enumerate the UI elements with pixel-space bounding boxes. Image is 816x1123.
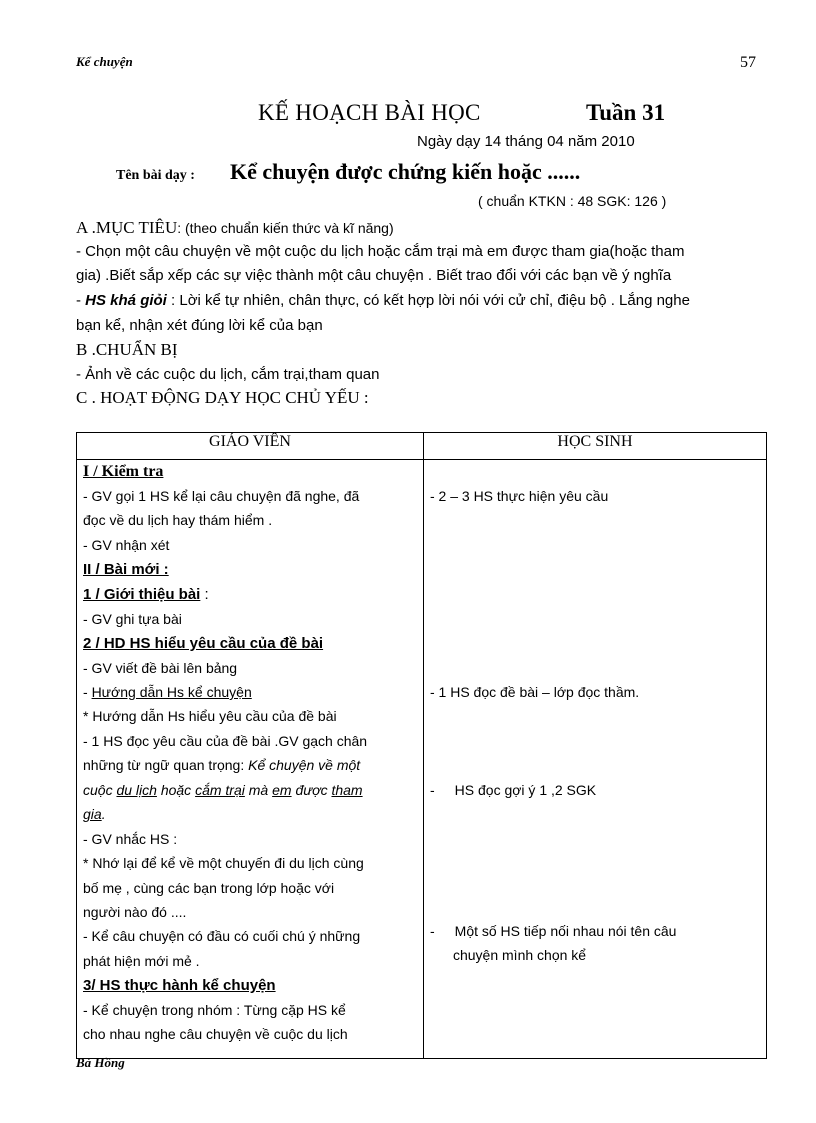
footer-author: Bá Hồng xyxy=(76,1055,125,1070)
teacher-line-12: - 1 HS đọc yêu cầu của đề bài .GV gạch chân xyxy=(83,733,368,749)
teacher-line-8: 2 / HD HS hiểu yêu cầu của đề bài xyxy=(83,635,324,652)
teacher-line-16: - GV nhắc HS : xyxy=(83,831,178,847)
student-line-3 xyxy=(430,782,596,798)
keywords-italic: Kể chuyện về một xyxy=(248,757,361,773)
kw-du-lich: du lịch xyxy=(116,782,157,798)
guide-dash: - xyxy=(83,684,92,700)
teacher-line-19: người nào đó .... xyxy=(83,904,187,920)
teacher-line-17: * Nhớ lại để kể về một chuyến đi du lịch cùng xyxy=(83,855,364,871)
student-text-3: HS đọc gợi ý 1 ,2 SGK xyxy=(454,782,597,798)
student-column-header: HỌC SINH xyxy=(423,433,766,460)
teaching-date: Ngày dạy 14 tháng 04 năm 2010 xyxy=(417,133,635,150)
table-header-row xyxy=(77,433,767,460)
student-line-2: - 1 HS đọc đề bài – lớp đọc thầm. xyxy=(429,684,640,700)
teacher-line-5: II / Bài mới : xyxy=(83,561,169,578)
teacher-line-23: - Kể chuyện trong nhóm : Từng cặp HS kể xyxy=(83,1002,346,1018)
student-text-4: Một số HS tiếp nối nhau nói tên câu xyxy=(454,923,677,939)
teacher-column-header: GIÁO VIÊN xyxy=(77,433,424,460)
standard-ref: ( chuẩn KTKN : 48 SGK: 126 ) xyxy=(478,193,667,209)
teacher-line-21: phát hiện mới mẻ . xyxy=(83,953,200,969)
kw-cuoc: cuộc xyxy=(83,782,117,798)
teacher-line-6 xyxy=(83,586,209,603)
teacher-line-11: * Hướng dẫn Hs hiểu yêu cầu của đề bài xyxy=(83,708,337,724)
kw-cam-trai: cắm trại xyxy=(195,782,245,798)
student-line-4 xyxy=(430,923,676,939)
week-text: Tuần 31 xyxy=(586,100,666,125)
intro-heading: 1 / Giới thiệu bài xyxy=(83,586,201,603)
teacher-line-20: - Kể câu chuyện có đầu có cuối chú ý những xyxy=(83,928,361,944)
section-a-line-2: gia) .Biết sắp xếp các sự việc thành một câu chuyện . Biết trao đổi với các bạn về ý nghĩa xyxy=(76,267,672,284)
teacher-line-2: - GV gọi 1 HS kể lại câu chuyện đã nghe, đã xyxy=(83,488,360,504)
teacher-line-13 xyxy=(83,757,360,773)
teacher-line-4: - GV nhận xét xyxy=(83,537,170,553)
student-line-5: chuyện mình chọn kể xyxy=(452,947,587,963)
table-body-row xyxy=(77,460,767,1059)
kw-period: . xyxy=(101,806,106,822)
kw-duoc: được xyxy=(291,782,332,798)
running-header: Kể chuyện xyxy=(76,54,133,69)
teacher-line-3: đọc về du lịch hay thám hiểm . xyxy=(83,512,273,528)
teacher-line-1: I / Kiểm tra xyxy=(83,463,164,480)
page-title: KẾ HOẠCH BÀI HỌC xyxy=(258,100,481,125)
kw-tham: tham xyxy=(331,782,363,798)
teacher-line-7: - GV ghi tựa bài xyxy=(83,611,182,627)
teacher-line-24: cho nhau nghe câu chuyện về cuộc du lịch xyxy=(83,1026,348,1042)
section-b-line: - Ảnh về các cuộc du lịch, cắm trại,tham quan xyxy=(76,366,380,383)
section-a-line-1: - Chọn một câu chuyện về một cuộc du lịch hoặc cắm trại mà em được tham gia(hoặc tham xyxy=(76,243,685,260)
teacher-line-18: bố mẹ , cùng các bạn trong lớp hoặc với xyxy=(83,880,335,896)
section-a-heading xyxy=(76,218,394,238)
guide-text: Hướng dẫn Hs kể chuyện xyxy=(91,684,252,700)
section-a-hs-line xyxy=(76,292,690,309)
student-dash-3: - xyxy=(429,782,435,798)
teacher-line-15 xyxy=(83,806,106,822)
teacher-line-10 xyxy=(83,684,252,700)
page-number: 57 xyxy=(740,54,756,71)
kw-hoac: hoặc xyxy=(156,782,196,798)
teacher-line-9: - GV viết đề bài lên bảng xyxy=(83,660,238,676)
hs-prefix: - xyxy=(76,292,86,309)
week-label xyxy=(586,100,665,126)
hs-text: : Lời kể tự nhiên, chân thực, có kết hợp lời nói với cử chỉ, điệu bộ . Lắng nghe xyxy=(166,292,690,309)
lesson-name: Kể chuyện được chứng kiến hoặc ...... xyxy=(230,159,581,184)
student-line-1: - 2 – 3 HS thực hiện yêu cầu xyxy=(429,488,609,504)
section-b-heading: B .CHUẨN BỊ xyxy=(76,340,178,359)
teacher-line-14 xyxy=(83,782,363,798)
section-a-title: A .MỤC TIÊU xyxy=(76,218,178,237)
section-c-heading: C . HOẠT ĐỘNG DẠY HỌC CHỦ YẾU : xyxy=(76,388,369,407)
hs-label: HS khá giỏi xyxy=(85,292,167,309)
kw-ma: mà xyxy=(244,782,273,798)
kw-em: em xyxy=(272,782,292,798)
student-dash-4: - xyxy=(429,923,435,939)
section-a-hs-line-2: bạn kể, nhận xét đúng lời kể của bạn xyxy=(76,317,323,334)
intro-colon: : xyxy=(200,586,209,603)
section-a-note: : (theo chuẩn kiến thức và kĩ năng) xyxy=(177,220,394,236)
teacher-cell xyxy=(77,460,424,1059)
lesson-plan-table xyxy=(76,432,767,1059)
kw-gia: gia xyxy=(83,806,102,822)
student-cell xyxy=(423,460,766,1059)
keywords-intro: những từ ngữ quan trọng: xyxy=(83,757,249,773)
teacher-line-22: 3/ HS thực hành kể chuyện xyxy=(83,977,276,994)
lesson-label: Tên bài dạy : xyxy=(116,168,195,183)
